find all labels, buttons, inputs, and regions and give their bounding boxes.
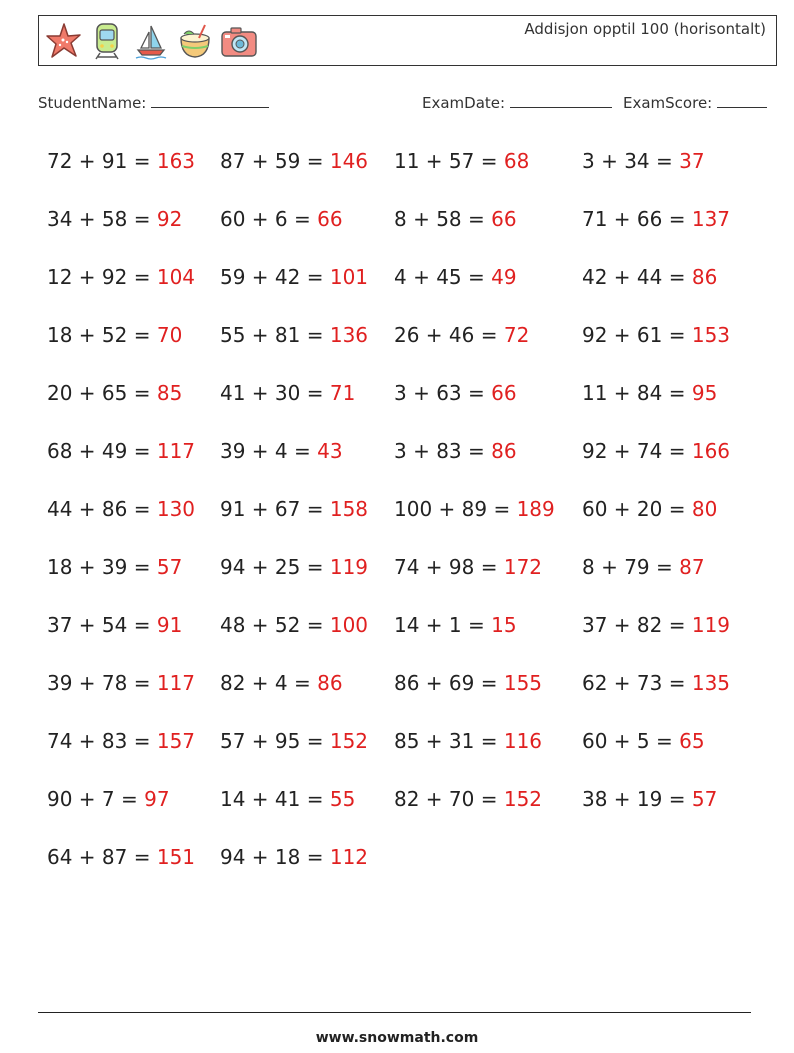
problem-question: 39 + 4 = bbox=[220, 439, 318, 463]
problem-question: 90 + 7 = bbox=[47, 787, 145, 811]
problem-question: 60 + 5 = bbox=[582, 729, 680, 753]
problem-answer: 65 bbox=[679, 729, 705, 753]
exam-date-field[interactable] bbox=[422, 93, 612, 112]
coconut-drink-icon bbox=[175, 20, 215, 62]
problem-question: 18 + 39 = bbox=[47, 555, 157, 579]
problem-answer: 152 bbox=[329, 729, 369, 753]
exam-date-blank[interactable] bbox=[510, 93, 612, 108]
problem-item bbox=[47, 317, 182, 353]
problem-row bbox=[47, 317, 767, 375]
problem-answer: 100 bbox=[329, 613, 369, 637]
starfish-icon bbox=[43, 20, 83, 62]
problem-answer: 130 bbox=[156, 497, 196, 521]
problem-row bbox=[47, 491, 767, 549]
worksheet-title: Addisjon opptil 100 (horisontalt) bbox=[524, 20, 766, 38]
problem-question: 3 + 63 = bbox=[394, 381, 492, 405]
problem-question: 92 + 61 = bbox=[582, 323, 692, 347]
problem-question: 60 + 20 = bbox=[582, 497, 692, 521]
problem-item bbox=[220, 201, 343, 237]
problem-item bbox=[394, 433, 517, 469]
problem-item bbox=[394, 665, 542, 701]
problem-question: 26 + 46 = bbox=[394, 323, 504, 347]
problem-item bbox=[220, 259, 368, 295]
problem-item bbox=[582, 201, 730, 237]
problem-question: 74 + 83 = bbox=[47, 729, 157, 753]
problem-answer: 189 bbox=[516, 497, 555, 521]
problem-item bbox=[220, 549, 368, 585]
exam-date-label: ExamDate: bbox=[422, 94, 506, 112]
problem-item bbox=[220, 317, 368, 353]
problem-answer: 101 bbox=[329, 265, 369, 289]
problem-answer: 146 bbox=[329, 149, 369, 173]
problem-question: 41 + 30 = bbox=[220, 381, 330, 405]
problem-question: 11 + 84 = bbox=[582, 381, 692, 405]
problem-answer: 68 bbox=[503, 149, 530, 173]
problem-answer: 85 bbox=[156, 381, 183, 405]
problem-item bbox=[220, 491, 368, 527]
problem-answer: 86 bbox=[317, 671, 343, 695]
problem-question: 48 + 52 = bbox=[220, 613, 330, 637]
problem-row bbox=[47, 259, 767, 317]
problem-item bbox=[47, 781, 170, 817]
problem-answer: 119 bbox=[329, 555, 369, 579]
problem-item bbox=[47, 143, 195, 179]
problem-question: 82 + 70 = bbox=[394, 787, 504, 811]
problem-row bbox=[47, 433, 767, 491]
problem-question: 37 + 82 = bbox=[582, 613, 692, 637]
problem-item bbox=[582, 549, 705, 585]
problem-question: 3 + 83 = bbox=[394, 439, 492, 463]
problem-question: 92 + 74 = bbox=[582, 439, 692, 463]
problem-answer: 57 bbox=[156, 555, 183, 579]
problem-item bbox=[220, 781, 355, 817]
problem-question: 82 + 4 = bbox=[220, 671, 318, 695]
problem-question: 37 + 54 = bbox=[47, 613, 157, 637]
problem-question: 64 + 87 = bbox=[47, 845, 157, 869]
problem-answer: 86 bbox=[491, 439, 517, 463]
exam-score-blank[interactable] bbox=[717, 93, 767, 108]
problem-item bbox=[47, 665, 195, 701]
problem-item bbox=[394, 491, 555, 527]
problem-row bbox=[47, 607, 767, 665]
problem-answer: 66 bbox=[317, 207, 343, 231]
problems-grid bbox=[47, 143, 767, 897]
problem-question: 94 + 18 = bbox=[220, 845, 330, 869]
student-name-field[interactable] bbox=[38, 93, 269, 112]
problem-answer: 70 bbox=[156, 323, 183, 347]
problem-item bbox=[47, 201, 182, 237]
problem-row bbox=[47, 549, 767, 607]
problem-item bbox=[394, 259, 517, 295]
problem-row bbox=[47, 665, 767, 723]
problem-item bbox=[582, 317, 730, 353]
problem-item bbox=[582, 723, 705, 759]
problem-item bbox=[220, 143, 368, 179]
problem-answer: 155 bbox=[503, 671, 543, 695]
problem-question: 91 + 67 = bbox=[220, 497, 330, 521]
footer-divider bbox=[38, 1012, 751, 1013]
problem-answer: 86 bbox=[691, 265, 718, 289]
problem-item bbox=[394, 723, 542, 759]
problem-question: 44 + 86 = bbox=[47, 497, 157, 521]
problem-question: 20 + 65 = bbox=[47, 381, 157, 405]
problem-question: 100 + 89 = bbox=[394, 497, 517, 521]
problem-item bbox=[394, 317, 529, 353]
problem-item bbox=[220, 375, 355, 411]
problem-answer: 37 bbox=[679, 149, 705, 173]
problem-row bbox=[47, 723, 767, 781]
problem-answer: 97 bbox=[144, 787, 170, 811]
problem-question: 60 + 6 = bbox=[220, 207, 318, 231]
problem-question: 71 + 66 = bbox=[582, 207, 692, 231]
problem-answer: 112 bbox=[329, 845, 369, 869]
header-icons bbox=[43, 20, 259, 62]
problem-answer: 172 bbox=[503, 555, 543, 579]
problem-item bbox=[582, 665, 730, 701]
problem-question: 14 + 41 = bbox=[220, 787, 330, 811]
problem-question: 85 + 31 = bbox=[394, 729, 504, 753]
problem-answer: 71 bbox=[329, 381, 356, 405]
problem-answer: 95 bbox=[691, 381, 718, 405]
problem-answer: 119 bbox=[691, 613, 731, 637]
problem-answer: 104 bbox=[156, 265, 196, 289]
problem-item bbox=[220, 723, 368, 759]
problem-item bbox=[582, 781, 717, 817]
problem-item bbox=[47, 433, 195, 469]
problem-item bbox=[582, 259, 717, 295]
problem-item bbox=[582, 143, 705, 179]
problem-answer: 55 bbox=[329, 787, 356, 811]
problem-answer: 137 bbox=[691, 207, 731, 231]
problem-question: 11 + 57 = bbox=[394, 149, 504, 173]
problem-question: 57 + 95 = bbox=[220, 729, 330, 753]
problem-item bbox=[47, 549, 182, 585]
problem-answer: 43 bbox=[317, 439, 343, 463]
problem-item bbox=[582, 433, 730, 469]
problem-item bbox=[220, 433, 343, 469]
problem-answer: 163 bbox=[156, 149, 196, 173]
problem-question: 12 + 92 = bbox=[47, 265, 157, 289]
problem-row bbox=[47, 375, 767, 433]
problem-question: 39 + 78 = bbox=[47, 671, 157, 695]
problem-row bbox=[47, 201, 767, 259]
problem-answer: 157 bbox=[156, 729, 196, 753]
problem-item bbox=[394, 375, 517, 411]
problem-item bbox=[47, 839, 195, 875]
problem-item bbox=[47, 491, 195, 527]
problem-row bbox=[47, 781, 767, 839]
exam-score-label: ExamScore: bbox=[623, 94, 713, 112]
problem-answer: 66 bbox=[491, 207, 517, 231]
problem-answer: 87 bbox=[679, 555, 705, 579]
problem-question: 42 + 44 = bbox=[582, 265, 692, 289]
problem-answer: 153 bbox=[691, 323, 731, 347]
problem-question: 8 + 58 = bbox=[394, 207, 492, 231]
problem-answer: 72 bbox=[503, 323, 530, 347]
problem-item bbox=[220, 607, 368, 643]
problem-question: 86 + 69 = bbox=[394, 671, 504, 695]
problem-answer: 117 bbox=[156, 439, 196, 463]
problem-item bbox=[582, 375, 717, 411]
problem-question: 87 + 59 = bbox=[220, 149, 330, 173]
problem-question: 59 + 42 = bbox=[220, 265, 330, 289]
problem-answer: 117 bbox=[156, 671, 196, 695]
problem-answer: 116 bbox=[503, 729, 543, 753]
train-icon bbox=[87, 20, 127, 62]
problem-answer: 57 bbox=[691, 787, 718, 811]
footer-site: www.snowmath.com bbox=[315, 1030, 479, 1046]
problem-item bbox=[582, 607, 730, 643]
problem-question: 3 + 34 = bbox=[582, 149, 680, 173]
problem-answer: 80 bbox=[691, 497, 718, 521]
problem-item bbox=[47, 375, 182, 411]
problem-answer: 158 bbox=[329, 497, 369, 521]
problem-answer: 66 bbox=[491, 381, 517, 405]
problem-item bbox=[220, 665, 343, 701]
problem-answer: 15 bbox=[491, 613, 517, 637]
problem-item bbox=[394, 607, 517, 643]
problem-question: 34 + 58 = bbox=[47, 207, 157, 231]
problem-answer: 49 bbox=[491, 265, 517, 289]
problem-question: 72 + 91 = bbox=[47, 149, 157, 173]
problem-question: 38 + 19 = bbox=[582, 787, 692, 811]
problem-answer: 166 bbox=[691, 439, 731, 463]
problem-answer: 136 bbox=[329, 323, 369, 347]
problem-row bbox=[47, 839, 767, 897]
problem-answer: 151 bbox=[156, 845, 196, 869]
problem-item bbox=[394, 143, 529, 179]
problem-answer: 135 bbox=[691, 671, 731, 695]
problem-question: 14 + 1 = bbox=[394, 613, 492, 637]
problem-answer: 91 bbox=[156, 613, 183, 637]
student-name-label: StudentName: bbox=[38, 94, 147, 112]
student-name-blank[interactable] bbox=[151, 93, 269, 108]
exam-score-field[interactable] bbox=[623, 93, 767, 112]
sailboat-icon bbox=[131, 20, 171, 62]
problem-item bbox=[47, 607, 182, 643]
problem-question: 94 + 25 = bbox=[220, 555, 330, 579]
problem-question: 4 + 45 = bbox=[394, 265, 492, 289]
problem-item bbox=[394, 549, 542, 585]
problem-item bbox=[47, 259, 195, 295]
problem-question: 8 + 79 = bbox=[582, 555, 680, 579]
problem-question: 68 + 49 = bbox=[47, 439, 157, 463]
problem-item bbox=[394, 781, 542, 817]
problem-item bbox=[47, 723, 195, 759]
header-box bbox=[38, 15, 777, 66]
problem-row bbox=[47, 143, 767, 201]
problem-question: 18 + 52 = bbox=[47, 323, 157, 347]
camera-icon bbox=[219, 20, 259, 62]
problem-question: 55 + 81 = bbox=[220, 323, 330, 347]
problem-question: 62 + 73 = bbox=[582, 671, 692, 695]
problem-item bbox=[394, 201, 517, 237]
problem-answer: 92 bbox=[156, 207, 183, 231]
problem-item bbox=[582, 491, 717, 527]
problem-question: 74 + 98 = bbox=[394, 555, 504, 579]
problem-item bbox=[220, 839, 368, 875]
problem-answer: 152 bbox=[503, 787, 543, 811]
